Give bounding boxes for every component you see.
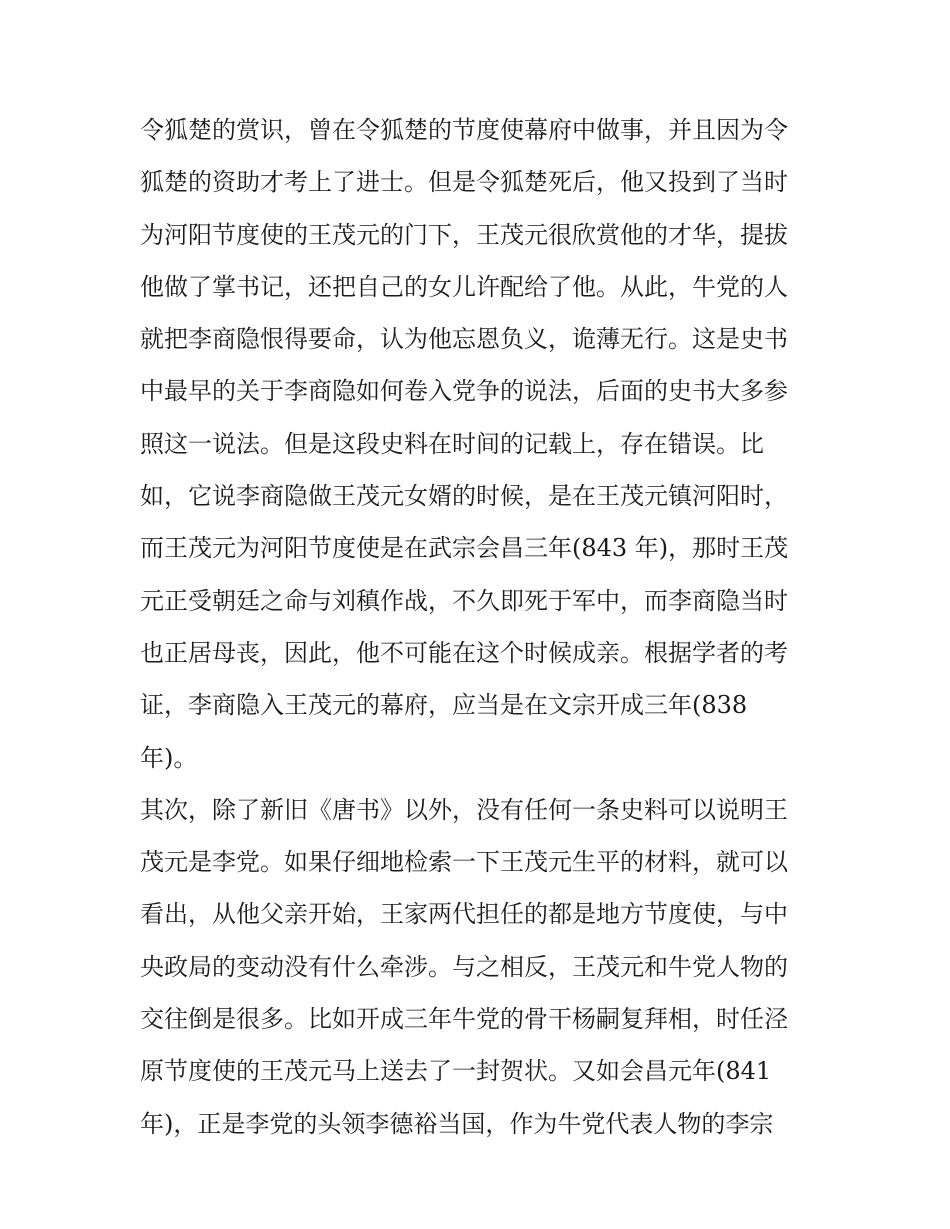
text-line: 就把李商隐恨得要命，认为他忘恩负义，诡薄无行。这是史书 bbox=[140, 325, 788, 354]
text-line: 狐楚的资助才考上了进士。但是令狐楚死后，他又投到了当时 bbox=[140, 168, 788, 197]
text-line: 看出，从他父亲开始，王家两代担任的都是地方节度使，与中 bbox=[140, 900, 788, 929]
text-line: 年)。 bbox=[140, 743, 198, 772]
text-line: 央政局的变动没有什么牵涉。与之相反，王茂元和牛党人物的 bbox=[140, 952, 788, 981]
text-line: 中最早的关于李商隐如何卷入党争的说法，后面的史书大多参 bbox=[140, 377, 788, 406]
text-line: 如，它说李商隐做王茂元女婿的时候，是在王茂元镇河阳时， bbox=[140, 482, 788, 511]
text-line: 元正受朝廷之命与刘稹作战，不久即死于军中，而李商隐当时 bbox=[140, 586, 788, 615]
text-line: 原节度使的王茂元马上送去了一封贺状。又如会昌元年(841 bbox=[140, 1057, 772, 1086]
text-line: 而王茂元为河阳节度使是在武宗会昌三年(843 年)，那时王茂 bbox=[140, 534, 789, 563]
text-line: 年)，正是李党的头领李德裕当国，作为牛党代表人物的李宗 bbox=[140, 1109, 774, 1138]
text-line: 交往倒是很多。比如开成三年牛党的骨干杨嗣复拜相，时任泾 bbox=[140, 1005, 788, 1034]
text-line: 照这一说法。但是这段史料在时间的记载上，存在错误。比 bbox=[140, 429, 764, 458]
text-line: 证，李商隐入王茂元的幕府，应当是在文宗开成三年(838 bbox=[140, 691, 748, 720]
text-line: 茂元是李党。如果仔细地检索一下王茂元生平的材料，就可以 bbox=[140, 848, 788, 877]
text-line: 也正居母丧，因此，他不可能在这个时候成亲。根据学者的考 bbox=[140, 638, 788, 667]
text-line: 令狐楚的赏识，曾在令狐楚的节度使幕府中做事，并且因为令 bbox=[140, 116, 788, 144]
body-text bbox=[140, 104, 820, 1150]
text-line: 其次，除了新旧《唐书》以外，没有任何一条史料可以说明王 bbox=[140, 795, 788, 824]
text-line: 为河阳节度使的王茂元的门下，王茂元很欣赏他的才华，提拔 bbox=[140, 220, 788, 249]
text-line: 他做了掌书记，还把自己的女儿许配给了他。从此，牛党的人 bbox=[140, 272, 788, 301]
